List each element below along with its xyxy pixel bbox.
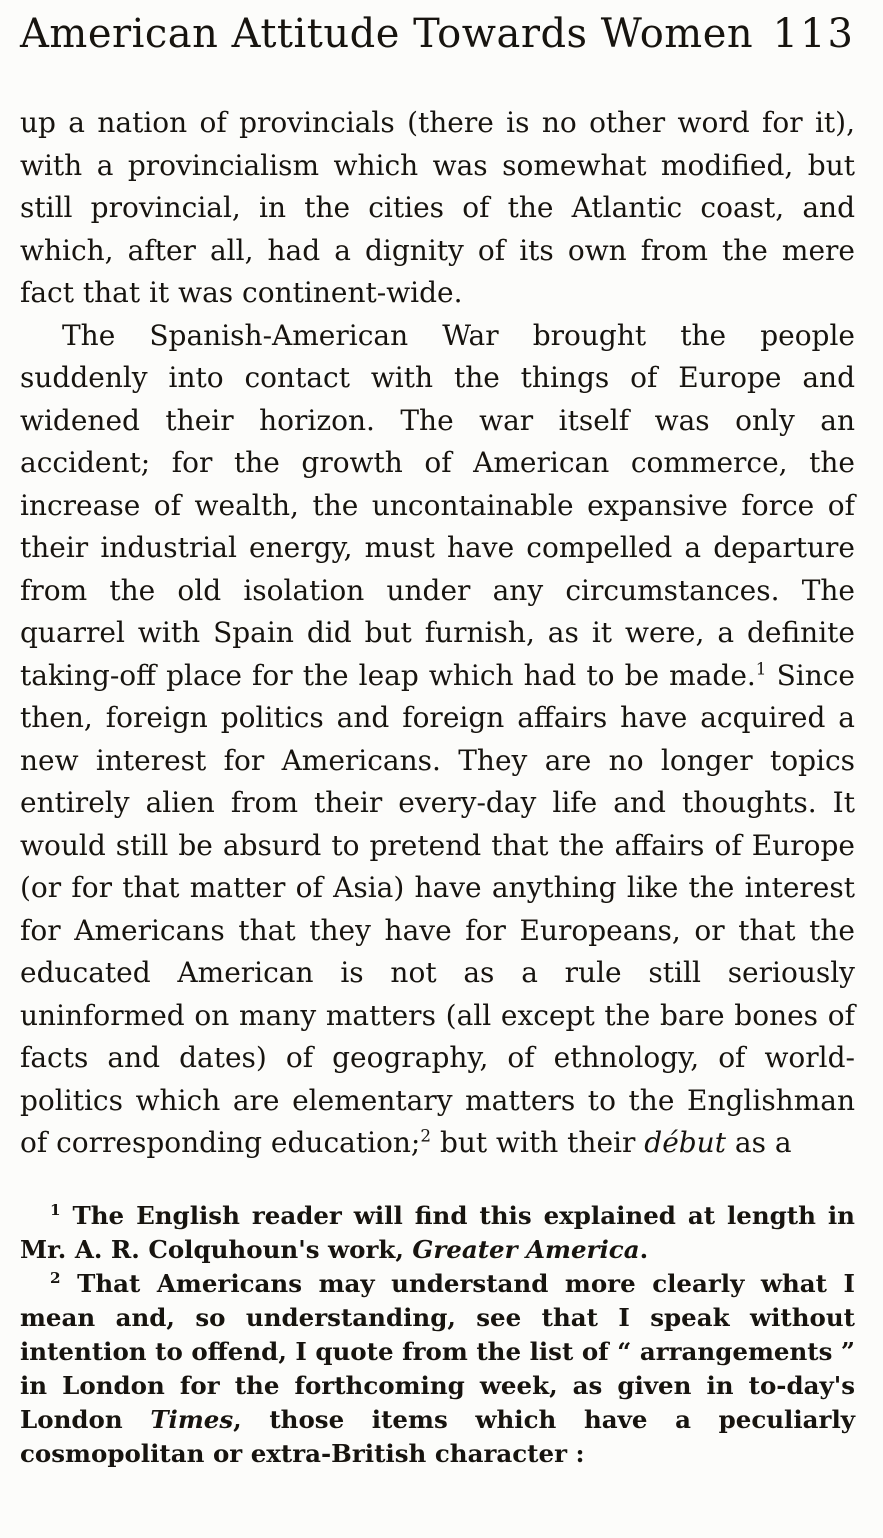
book-title-italic: Greater America [412, 1234, 640, 1264]
page-title: American Attitude Towards Women [20, 11, 754, 57]
footnote-2 [20, 1267, 855, 1471]
footnote-text: The English reader will find this explained at length in Mr. A. R. Colquhoun's work, [20, 1200, 855, 1264]
page-number: 113 [772, 11, 855, 57]
footnote-ref-1: 1 [755, 658, 767, 679]
paragraph-text: but with their [431, 1126, 645, 1159]
running-head [20, 10, 855, 58]
footnote-text: , those items which have a peculiarly cosmopolitan or extra-British character : [20, 1404, 856, 1468]
paragraph-main [20, 315, 855, 1165]
footnote-2-marker: 2 [50, 1268, 61, 1287]
footnote-1-marker: 1 [50, 1200, 61, 1219]
paragraph-text: Since then, foreign politics and foreign affairs have acquired a new interest for Americans. They are no longer topics entirely alien from their every-day life and thoughts. It would still be absurd to pretend that the affairs of Europe (or for that matter of Asia) have anything like the interest for Americans that they have for Europeans, or that the educated American is not as a rule still seriously uninformed on many matters (all except the bare bones of facts and dates) of geography, of ethnology, of world-politics which are elementary matters to the Englishman of corresponding education; [20, 658, 855, 1159]
footnote-text: That Americans may understand more clearly what I mean and, so understanding, see that I speak without intention to offend, I quote from the list of “ arrangements ” in London for the forthcoming week, as given in to-day's London [20, 1268, 856, 1434]
italic-word: début [644, 1126, 726, 1159]
paragraph-text: The Spanish-American War brought the people suddenly into contact with the things of Europe and widened their horizon. The war itself was only an accident; for the growth of American commerce, the increase of wealth, the uncontainable expansive force of their industrial energy, must have compelled a departure from the old isolation under any circumstances. The quarrel with Spain did but furnish, as it were, a definite taking-off place for the leap which had to be made. [20, 318, 855, 692]
footnote-text: . [639, 1234, 649, 1264]
footnotes-section [20, 1199, 855, 1471]
paragraph-text: as a [725, 1126, 792, 1159]
paragraph-continuation: up a nation of provincials (there is no other word for it), with a provincialism which was somewhat modified, but still provincial, in the cities of the Atlantic coast, and which, after all, had a dignity of its own from the mere fact that it was continent-wide. [20, 106, 855, 309]
newspaper-title-italic: Times [150, 1404, 234, 1434]
footnote-1 [20, 1199, 855, 1267]
footnote-ref-2: 2 [420, 1125, 432, 1146]
page-body [20, 102, 855, 1165]
